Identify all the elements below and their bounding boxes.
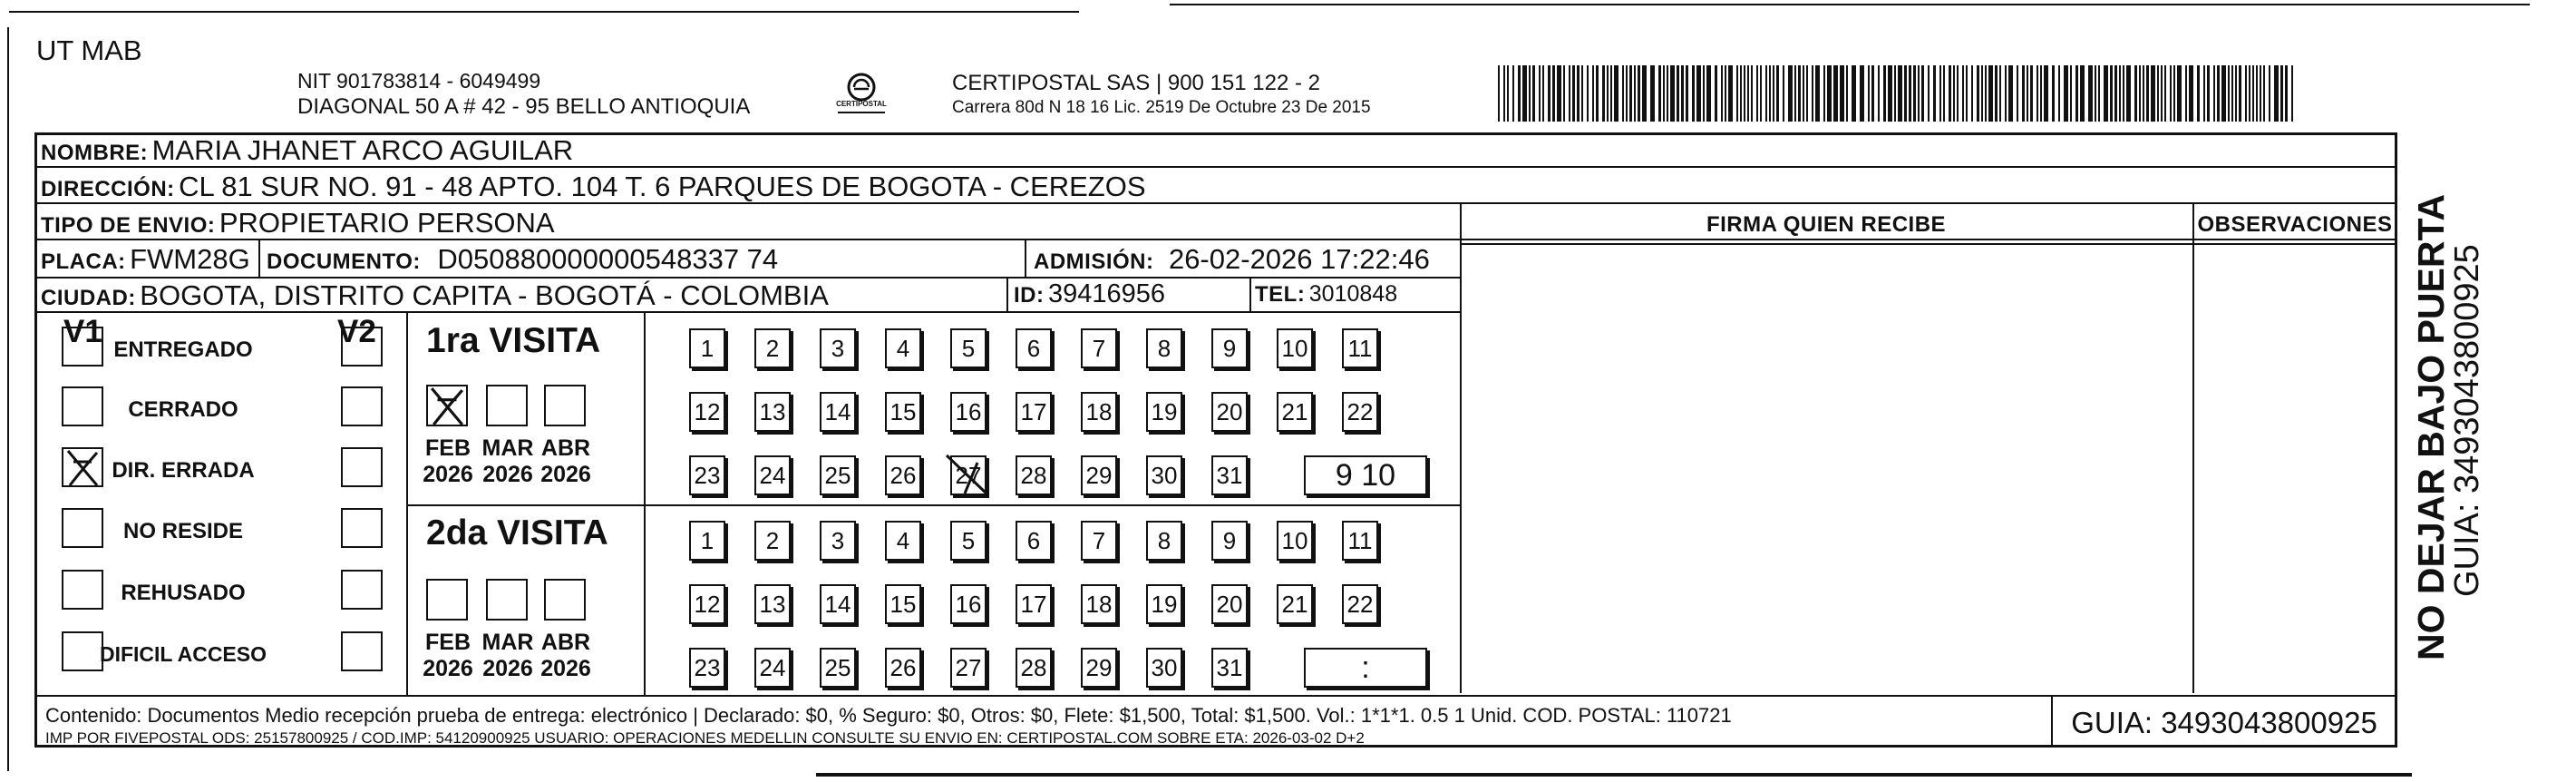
certipostal-logo	[834, 67, 889, 122]
row-sep-sig	[1460, 243, 2397, 245]
placa-field	[41, 243, 250, 276]
sig-col-left	[1460, 203, 1462, 693]
id-field	[1014, 279, 1165, 309]
ciudad-value: BOGOTA, DISTRITO CAPITA - BOGOTÁ - COLOMBIA	[140, 279, 829, 311]
documento-label: DOCUMENTO:	[267, 249, 421, 274]
documento-field	[267, 243, 778, 276]
documento-value: D050880000000548337 74	[437, 243, 779, 275]
day-box[interactable]: 9	[1211, 521, 1248, 561]
day-box[interactable]: 25	[820, 648, 856, 688]
tipo-value: PROPIETARIO PERSONA	[219, 207, 555, 239]
day-box[interactable]: 2	[754, 328, 791, 368]
tel-field	[1255, 281, 1397, 308]
day-box[interactable]: 13	[754, 584, 791, 624]
day-box[interactable]: 3	[820, 328, 856, 368]
day-box[interactable]: 8	[1146, 521, 1182, 561]
left-edge	[7, 27, 9, 771]
nombre-label: NOMBRE:	[41, 141, 149, 165]
time-box[interactable]: :	[1304, 648, 1427, 688]
day-box[interactable]: 18	[1081, 392, 1117, 432]
month-checkbox[interactable]	[486, 579, 528, 621]
footer-imp: IMP POR FIVEPOSTAL ODS: 25157800925 / COD.IMP: 54120900925 USUARIO: OPERACIONES MEDELLIN CONSULTE SU ENVIO EN: CERTIPOSTAL.COM SOBRE ETA: 2026-03-02 D+2	[45, 729, 1365, 747]
day-box[interactable]: 4	[885, 328, 921, 368]
day-box[interactable]: 20	[1211, 392, 1248, 432]
placa-value: FWM28G	[130, 243, 250, 275]
day-box[interactable]: 31	[1211, 455, 1248, 495]
status-label: NO RESIDE	[122, 519, 244, 543]
day-box[interactable]: 27	[950, 648, 987, 688]
day-box[interactable]: 4	[885, 521, 921, 561]
direccion-field	[41, 171, 1146, 203]
months-col-sep	[644, 312, 646, 695]
day-box[interactable]: 19	[1146, 392, 1182, 432]
ciudad-label: CIUDAD:	[41, 286, 136, 310]
day-box[interactable]: 27	[950, 455, 987, 495]
day-box[interactable]: 9	[1211, 328, 1248, 368]
direccion-value: CL 81 SUR NO. 91 - 48 APTO. 104 T. 6 PARQUES DE BOGOTA - CEREZOS	[179, 171, 1146, 202]
day-box[interactable]: 30	[1146, 455, 1182, 495]
day-box[interactable]: 7	[1081, 521, 1117, 561]
firma-header: FIRMA QUIEN RECIBE	[1706, 212, 1947, 237]
day-box[interactable]: 22	[1342, 392, 1378, 432]
day-box[interactable]: 6	[1016, 328, 1052, 368]
day-box[interactable]: 30	[1146, 648, 1182, 688]
day-box[interactable]: 5	[950, 521, 987, 561]
month-checkbox[interactable]	[544, 385, 586, 426]
nombre-field	[41, 134, 573, 167]
id-sep	[1249, 278, 1251, 312]
status-label: CERRADO	[128, 397, 238, 422]
v2-checkbox[interactable]	[341, 570, 383, 610]
day-box[interactable]: 2	[754, 521, 791, 561]
month-label: ABR 2026	[540, 435, 591, 487]
row-sep-4	[34, 277, 1460, 279]
direccion-label: DIRECCIÓN:	[41, 177, 175, 201]
month-checkbox[interactable]	[426, 385, 468, 426]
ciudad-sep	[1006, 278, 1008, 312]
day-box[interactable]: 11	[1342, 521, 1378, 561]
footer-guia: GUIA: 3493043800925	[2071, 706, 2377, 739]
day-box[interactable]: 7	[1081, 328, 1117, 368]
sender-nit: NIT 901783814 - 6049499	[297, 69, 541, 93]
admision-field	[1034, 243, 1430, 276]
carrier-name: CERTIPOSTAL SAS | 900 151 122 - 2	[952, 71, 1320, 95]
carrier-license: Carrera 80d N 18 16 Lic. 2519 De Octubre 23 De 2015	[952, 98, 1371, 117]
obs-col-left	[2192, 203, 2194, 693]
admision-label: ADMISIÓN:	[1034, 249, 1154, 274]
day-box[interactable]: 8	[1146, 328, 1182, 368]
day-box[interactable]: 14	[820, 392, 856, 432]
day-box[interactable]: 1	[689, 328, 725, 368]
day-box[interactable]: 28	[1016, 455, 1052, 495]
id-value: 39416956	[1047, 279, 1165, 308]
bottom-rule	[816, 773, 2412, 777]
month-checkbox[interactable]	[426, 579, 468, 621]
day-box[interactable]: 23	[689, 455, 725, 495]
sender-address: DIAGONAL 50 A # 42 - 95 BELLO ANTIOQUIA	[297, 94, 751, 119]
footer-sep	[34, 695, 2397, 697]
logo-text: CERTIPOSTAL	[836, 100, 887, 108]
day-box[interactable]: 12	[689, 584, 725, 624]
day-box[interactable]: 24	[754, 455, 791, 495]
status-label: REHUSADO	[121, 581, 246, 605]
day-box[interactable]: 24	[754, 648, 791, 688]
v2-checkbox[interactable]	[341, 631, 383, 671]
day-box[interactable]: 31	[1211, 648, 1248, 688]
day-box[interactable]: 26	[885, 455, 921, 495]
placa-label: PLACA:	[41, 249, 126, 274]
barcode	[1498, 65, 2296, 122]
nombre-value: MARIA JHANET ARCO AGUILAR	[151, 134, 574, 166]
status-label: DIR. ERRADA	[112, 458, 255, 483]
side-guia: GUIA: 3493043800925	[2448, 244, 2486, 597]
day-box[interactable]: 23	[689, 648, 725, 688]
day-box[interactable]: 19	[1146, 584, 1182, 624]
status-label: ENTREGADO	[113, 337, 253, 362]
day-box[interactable]: 16	[950, 584, 987, 624]
month-label: MAR 2026	[481, 630, 534, 681]
day-box[interactable]: 5	[950, 328, 987, 368]
month-label: FEB 2026	[423, 435, 473, 487]
v2-checkbox[interactable]	[341, 447, 383, 487]
visita1-title: 1ra VISITA	[426, 321, 601, 360]
v2-checkbox[interactable]	[341, 508, 383, 548]
month-checkbox[interactable]	[544, 579, 586, 621]
top-rule	[9, 11, 1079, 13]
day-box[interactable]: 21	[1277, 584, 1313, 624]
day-box[interactable]: 26	[885, 648, 921, 688]
day-box[interactable]: 10	[1277, 328, 1313, 368]
day-box[interactable]: 28	[1016, 648, 1052, 688]
day-box[interactable]: 17	[1016, 392, 1052, 432]
day-box[interactable]: 25	[820, 455, 856, 495]
id-label: ID:	[1014, 283, 1045, 308]
tipo-label: TIPO DE ENVIO:	[41, 213, 216, 238]
v2-checkbox[interactable]	[341, 327, 383, 367]
barcode-bars	[1498, 65, 2296, 122]
visit-sep	[406, 504, 1460, 506]
day-box[interactable]: 29	[1081, 455, 1117, 495]
tipo-field	[41, 207, 555, 239]
day-box[interactable]: 22	[1342, 584, 1378, 624]
day-box[interactable]: 11	[1342, 328, 1378, 368]
v1-label: V1	[63, 314, 102, 349]
day-box[interactable]: 21	[1277, 392, 1313, 432]
month-label: ABR 2026	[540, 630, 591, 681]
admision-value: 26-02-2026 17:22:46	[1168, 243, 1430, 275]
month-label: MAR 2026	[481, 435, 534, 487]
v2-label: V2	[337, 314, 376, 349]
status-col-sep	[406, 312, 408, 695]
month-label: FEB 2026	[423, 630, 473, 681]
month-checkbox[interactable]	[486, 385, 528, 426]
placa-sep	[258, 239, 260, 278]
day-box[interactable]: 3	[820, 521, 856, 561]
day-box[interactable]: 15	[885, 584, 921, 624]
day-box[interactable]: 1	[689, 521, 725, 561]
tel-label: TEL:	[1255, 282, 1306, 307]
top-rule-right	[1170, 4, 2530, 5]
day-box[interactable]: 14	[820, 584, 856, 624]
sender-name: UT MAB	[36, 34, 142, 66]
day-box[interactable]: 29	[1081, 648, 1117, 688]
day-box[interactable]: 13	[754, 392, 791, 432]
day-box[interactable]: 17	[1016, 584, 1052, 624]
status-label: DIFICIL ACCESO	[99, 642, 267, 666]
day-box[interactable]: 12	[689, 392, 725, 432]
ciudad-field	[41, 279, 829, 312]
day-box[interactable]: 15	[885, 392, 921, 432]
day-box[interactable]: 18	[1081, 584, 1117, 624]
day-box[interactable]: 20	[1211, 584, 1248, 624]
v2-checkbox[interactable]	[341, 386, 383, 426]
side-warning: NO DEJAR BAJO PUERTA	[2410, 193, 2452, 660]
tel-value: 3010848	[1308, 281, 1398, 307]
time-box[interactable]: 9 10	[1304, 455, 1427, 495]
footer-contenido: Contenido: Documentos Medio recepción prueba de entrega: electrónico | Declarado: $0, % Seguro: $0, Otros: $0, Flete: $1,500, Total: $1,500. Vol.: 1*1*1. 0.5 1 Unid. COD. POSTAL: 110721	[45, 704, 1732, 727]
doc-sep	[1025, 239, 1026, 278]
day-box[interactable]: 6	[1016, 521, 1052, 561]
visita2-title: 2da VISITA	[426, 513, 608, 552]
observaciones-header: OBSERVACIONES	[2197, 212, 2393, 237]
day-box[interactable]: 16	[950, 392, 987, 432]
day-box[interactable]: 10	[1277, 521, 1313, 561]
